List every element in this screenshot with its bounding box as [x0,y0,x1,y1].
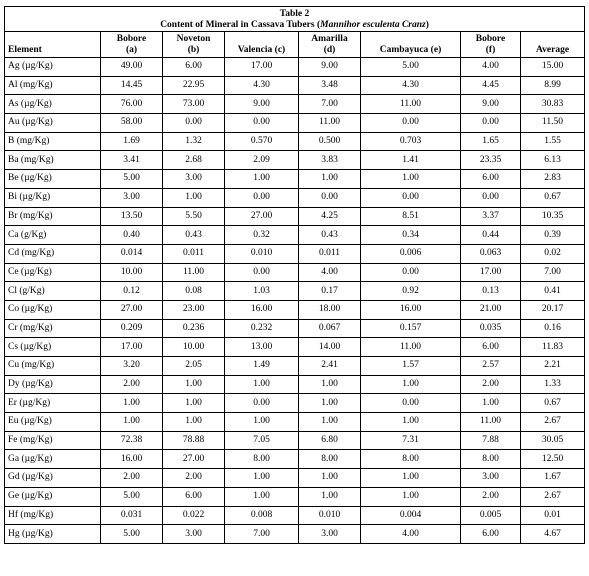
header-row [5,32,585,58]
document-page [4,6,584,544]
value-cell: 1.00 [299,375,361,394]
value-cell: 16.00 [101,450,163,469]
value-cell: 17.00 [101,338,163,357]
value-cell: 1.03 [225,282,299,301]
value-cell: 8.00 [225,450,299,469]
column-header: Amarilla (d) [299,32,361,58]
value-cell: 0.004 [361,506,461,525]
value-cell: 2.57 [461,357,521,376]
value-cell: 11.83 [521,338,585,357]
table-body [5,58,585,544]
value-cell: 0.02 [521,244,585,263]
element-cell: Ca (g/Kg) [5,226,101,245]
value-cell: 2.00 [163,469,225,488]
value-cell: 8.00 [299,450,361,469]
value-cell: 22.95 [163,76,225,95]
element-cell: As (µg/Kg) [5,95,101,114]
value-cell: 0.500 [299,132,361,151]
value-cell: 0.209 [101,319,163,338]
table-row [5,282,585,301]
value-cell: 0.39 [521,226,585,245]
value-cell: 13.50 [101,207,163,226]
value-cell: 1.65 [461,132,521,151]
value-cell: 0.022 [163,506,225,525]
value-cell: 1.00 [225,375,299,394]
value-cell: 10.00 [101,263,163,282]
value-cell: 0.00 [225,394,299,413]
value-cell: 1.41 [361,151,461,170]
value-cell: 7.00 [299,95,361,114]
element-cell: Eu (µg/Kg) [5,413,101,432]
value-cell: 3.48 [299,76,361,95]
value-cell: 6.00 [461,338,521,357]
value-cell: 1.00 [299,487,361,506]
value-cell: 76.00 [101,95,163,114]
value-cell: 11.00 [461,413,521,432]
value-cell: 72.38 [101,431,163,450]
value-cell: 0.44 [461,226,521,245]
value-cell: 0.00 [361,188,461,207]
value-cell: 5.50 [163,207,225,226]
value-cell: 10.35 [521,207,585,226]
value-cell: 2.67 [521,413,585,432]
element-cell: Ag (µg/Kg) [5,58,101,77]
value-cell: 2.67 [521,487,585,506]
value-cell: 0.00 [361,114,461,133]
value-cell: 1.00 [361,487,461,506]
element-cell: Fe (mg/Kg) [5,431,101,450]
value-cell: 1.00 [361,170,461,189]
element-cell: Ba (mg/Kg) [5,151,101,170]
table-row [5,338,585,357]
table-row [5,151,585,170]
value-cell: 1.55 [521,132,585,151]
value-cell: 0.157 [361,319,461,338]
table-row [5,226,585,245]
value-cell: 8.99 [521,76,585,95]
value-cell: 30.83 [521,95,585,114]
table-row [5,244,585,263]
value-cell: 0.43 [299,226,361,245]
value-cell: 0.00 [461,188,521,207]
value-cell: 0.00 [361,263,461,282]
value-cell: 11.50 [521,114,585,133]
value-cell: 18.00 [299,300,361,319]
column-header: Bobore (a) [101,32,163,58]
table-row [5,170,585,189]
value-cell: 0.00 [163,114,225,133]
value-cell: 1.33 [521,375,585,394]
table-row [5,357,585,376]
value-cell: 1.00 [299,413,361,432]
value-cell: 4.25 [299,207,361,226]
value-cell: 0.703 [361,132,461,151]
value-cell: 0.236 [163,319,225,338]
value-cell: 3.00 [163,170,225,189]
value-cell: 7.05 [225,431,299,450]
value-cell: 1.57 [361,357,461,376]
value-cell: 73.00 [163,95,225,114]
value-cell: 9.00 [461,95,521,114]
value-cell: 13.00 [225,338,299,357]
value-cell: 2.00 [461,375,521,394]
value-cell: 23.00 [163,300,225,319]
value-cell: 7.31 [361,431,461,450]
value-cell: 27.00 [163,450,225,469]
value-cell: 7.00 [225,525,299,544]
value-cell: 0.00 [225,263,299,282]
value-cell: 8.00 [361,450,461,469]
element-cell: Ge (µg/Kg) [5,487,101,506]
mineral-content-table [4,6,585,544]
value-cell: 0.00 [361,394,461,413]
value-cell: 4.45 [461,76,521,95]
value-cell: 6.80 [299,431,361,450]
value-cell: 1.00 [225,413,299,432]
value-cell: 9.00 [225,95,299,114]
value-cell: 1.67 [521,469,585,488]
value-cell: 11.00 [361,95,461,114]
value-cell: 3.00 [163,525,225,544]
value-cell: 0.011 [299,244,361,263]
value-cell: 0.010 [225,244,299,263]
element-cell: Be (µg/Kg) [5,170,101,189]
value-cell: 1.49 [225,357,299,376]
value-cell: 15.00 [521,58,585,77]
value-cell: 78.88 [163,431,225,450]
value-cell: 0.008 [225,506,299,525]
value-cell: 1.00 [299,394,361,413]
element-cell: Er (µg/Kg) [5,394,101,413]
value-cell: 4.30 [361,76,461,95]
value-cell: 0.67 [521,394,585,413]
value-cell: 3.00 [299,525,361,544]
value-cell: 0.67 [521,188,585,207]
value-cell: 0.00 [225,188,299,207]
element-cell: Cs (µg/Kg) [5,338,101,357]
species-name: Mannihor esculenta Cranz [320,20,426,30]
table-row [5,450,585,469]
table-row [5,487,585,506]
column-header-element: Element [5,32,101,58]
value-cell: 58.00 [101,114,163,133]
value-cell: 0.41 [521,282,585,301]
column-header: Noveton (b) [163,32,225,58]
table-row [5,431,585,450]
value-cell: 1.00 [225,487,299,506]
value-cell: 1.00 [163,413,225,432]
element-cell: Co (µg/Kg) [5,300,101,319]
value-cell: 0.01 [521,506,585,525]
element-cell: Al (mg/Kg) [5,76,101,95]
table-caption [5,7,585,32]
value-cell: 7.88 [461,431,521,450]
value-cell: 1.00 [299,170,361,189]
element-cell: Cl (g/Kg) [5,282,101,301]
value-cell: 16.00 [225,300,299,319]
value-cell: 1.00 [163,188,225,207]
value-cell: 1.00 [361,413,461,432]
table-title: Table 2 [279,9,310,19]
value-cell: 1.32 [163,132,225,151]
value-cell: 6.00 [461,170,521,189]
value-cell: 0.43 [163,226,225,245]
value-cell: 0.005 [461,506,521,525]
value-cell: 11.00 [361,338,461,357]
value-cell: 21.00 [461,300,521,319]
value-cell: 6.00 [461,525,521,544]
value-cell: 1.00 [163,394,225,413]
value-cell: 5.00 [101,487,163,506]
table-row [5,375,585,394]
value-cell: 2.41 [299,357,361,376]
value-cell: 2.83 [521,170,585,189]
element-cell: Br (mg/Kg) [5,207,101,226]
value-cell: 4.30 [225,76,299,95]
value-cell: 30.05 [521,431,585,450]
value-cell: 1.00 [361,375,461,394]
table-row [5,188,585,207]
value-cell: 1.00 [101,394,163,413]
column-header: Valencia (c) [225,32,299,58]
value-cell: 0.00 [461,114,521,133]
value-cell: 0.067 [299,319,361,338]
value-cell: 2.09 [225,151,299,170]
value-cell: 6.00 [163,58,225,77]
value-cell: 2.00 [101,469,163,488]
value-cell: 8.00 [461,450,521,469]
element-cell: Cu (mg/Kg) [5,357,101,376]
value-cell: 2.00 [461,487,521,506]
value-cell: 1.00 [225,170,299,189]
value-cell: 0.17 [299,282,361,301]
value-cell: 1.00 [101,413,163,432]
value-cell: 0.92 [361,282,461,301]
value-cell: 0.063 [461,244,521,263]
value-cell: 4.00 [361,525,461,544]
value-cell: 3.00 [461,469,521,488]
value-cell: 1.00 [299,469,361,488]
value-cell: 3.41 [101,151,163,170]
value-cell: 0.12 [101,282,163,301]
element-cell: Cr (mg/Kg) [5,319,101,338]
table-row [5,319,585,338]
value-cell: 16.00 [361,300,461,319]
value-cell: 11.00 [163,263,225,282]
value-cell: 0.014 [101,244,163,263]
value-cell: 1.00 [461,394,521,413]
table-row [5,132,585,151]
element-cell: Hg (µg/Kg) [5,525,101,544]
value-cell: 2.68 [163,151,225,170]
element-cell: Ce (µg/Kg) [5,263,101,282]
value-cell: 3.37 [461,207,521,226]
value-cell: 5.00 [101,170,163,189]
value-cell: 27.00 [101,300,163,319]
value-cell: 0.035 [461,319,521,338]
value-cell: 0.13 [461,282,521,301]
value-cell: 1.00 [163,375,225,394]
value-cell: 4.00 [461,58,521,77]
value-cell: 1.00 [225,469,299,488]
table-row [5,394,585,413]
value-cell: 3.00 [101,188,163,207]
value-cell: 8.51 [361,207,461,226]
value-cell: 0.00 [225,114,299,133]
value-cell: 1.00 [361,469,461,488]
value-cell: 5.00 [361,58,461,77]
value-cell: 0.006 [361,244,461,263]
column-header: Bobore (f) [461,32,521,58]
value-cell: 10.00 [163,338,225,357]
element-cell: Hf (mg/Kg) [5,506,101,525]
table-row [5,207,585,226]
value-cell: 49.00 [101,58,163,77]
value-cell: 20.17 [521,300,585,319]
value-cell: 14.00 [299,338,361,357]
table-row [5,263,585,282]
element-cell: B (mg/Kg) [5,132,101,151]
value-cell: 9.00 [299,58,361,77]
table-row [5,95,585,114]
value-cell: 0.40 [101,226,163,245]
value-cell: 6.13 [521,151,585,170]
value-cell: 17.00 [225,58,299,77]
value-cell: 0.011 [163,244,225,263]
value-cell: 0.34 [361,226,461,245]
value-cell: 2.00 [101,375,163,394]
table-row [5,506,585,525]
value-cell: 0.010 [299,506,361,525]
value-cell: 6.00 [163,487,225,506]
value-cell: 5.00 [101,525,163,544]
value-cell: 0.570 [225,132,299,151]
value-cell: 14.45 [101,76,163,95]
element-cell: Dy (µg/Kg) [5,375,101,394]
element-cell: Cd (mg/Kg) [5,244,101,263]
table-row [5,525,585,544]
table-row [5,58,585,77]
value-cell: 27.00 [225,207,299,226]
element-cell: Au (µg/Kg) [5,114,101,133]
value-cell: 7.00 [521,263,585,282]
value-cell: 0.08 [163,282,225,301]
value-cell: 23.35 [461,151,521,170]
value-cell: 0.031 [101,506,163,525]
value-cell: 2.05 [163,357,225,376]
table-row [5,300,585,319]
value-cell: 0.32 [225,226,299,245]
value-cell: 3.20 [101,357,163,376]
element-cell: Gd (µg/Kg) [5,469,101,488]
value-cell: 4.00 [299,263,361,282]
table-subtitle: Content of Mineral in Cassava Tubers (Mannihor esculenta Cranz) [160,20,429,30]
column-header: Cambayuca (e) [361,32,461,58]
value-cell: 0.232 [225,319,299,338]
table-row [5,76,585,95]
value-cell: 1.69 [101,132,163,151]
value-cell: 11.00 [299,114,361,133]
table-row [5,114,585,133]
value-cell: 17.00 [461,263,521,282]
value-cell: 4.67 [521,525,585,544]
value-cell: 12.50 [521,450,585,469]
table-row [5,469,585,488]
value-cell: 2.21 [521,357,585,376]
element-cell: Ga (µg/Kg) [5,450,101,469]
value-cell: 0.00 [299,188,361,207]
column-header: Average [521,32,585,58]
table-row [5,413,585,432]
value-cell: 3.83 [299,151,361,170]
element-cell: Bi (µg/Kg) [5,188,101,207]
value-cell: 0.16 [521,319,585,338]
